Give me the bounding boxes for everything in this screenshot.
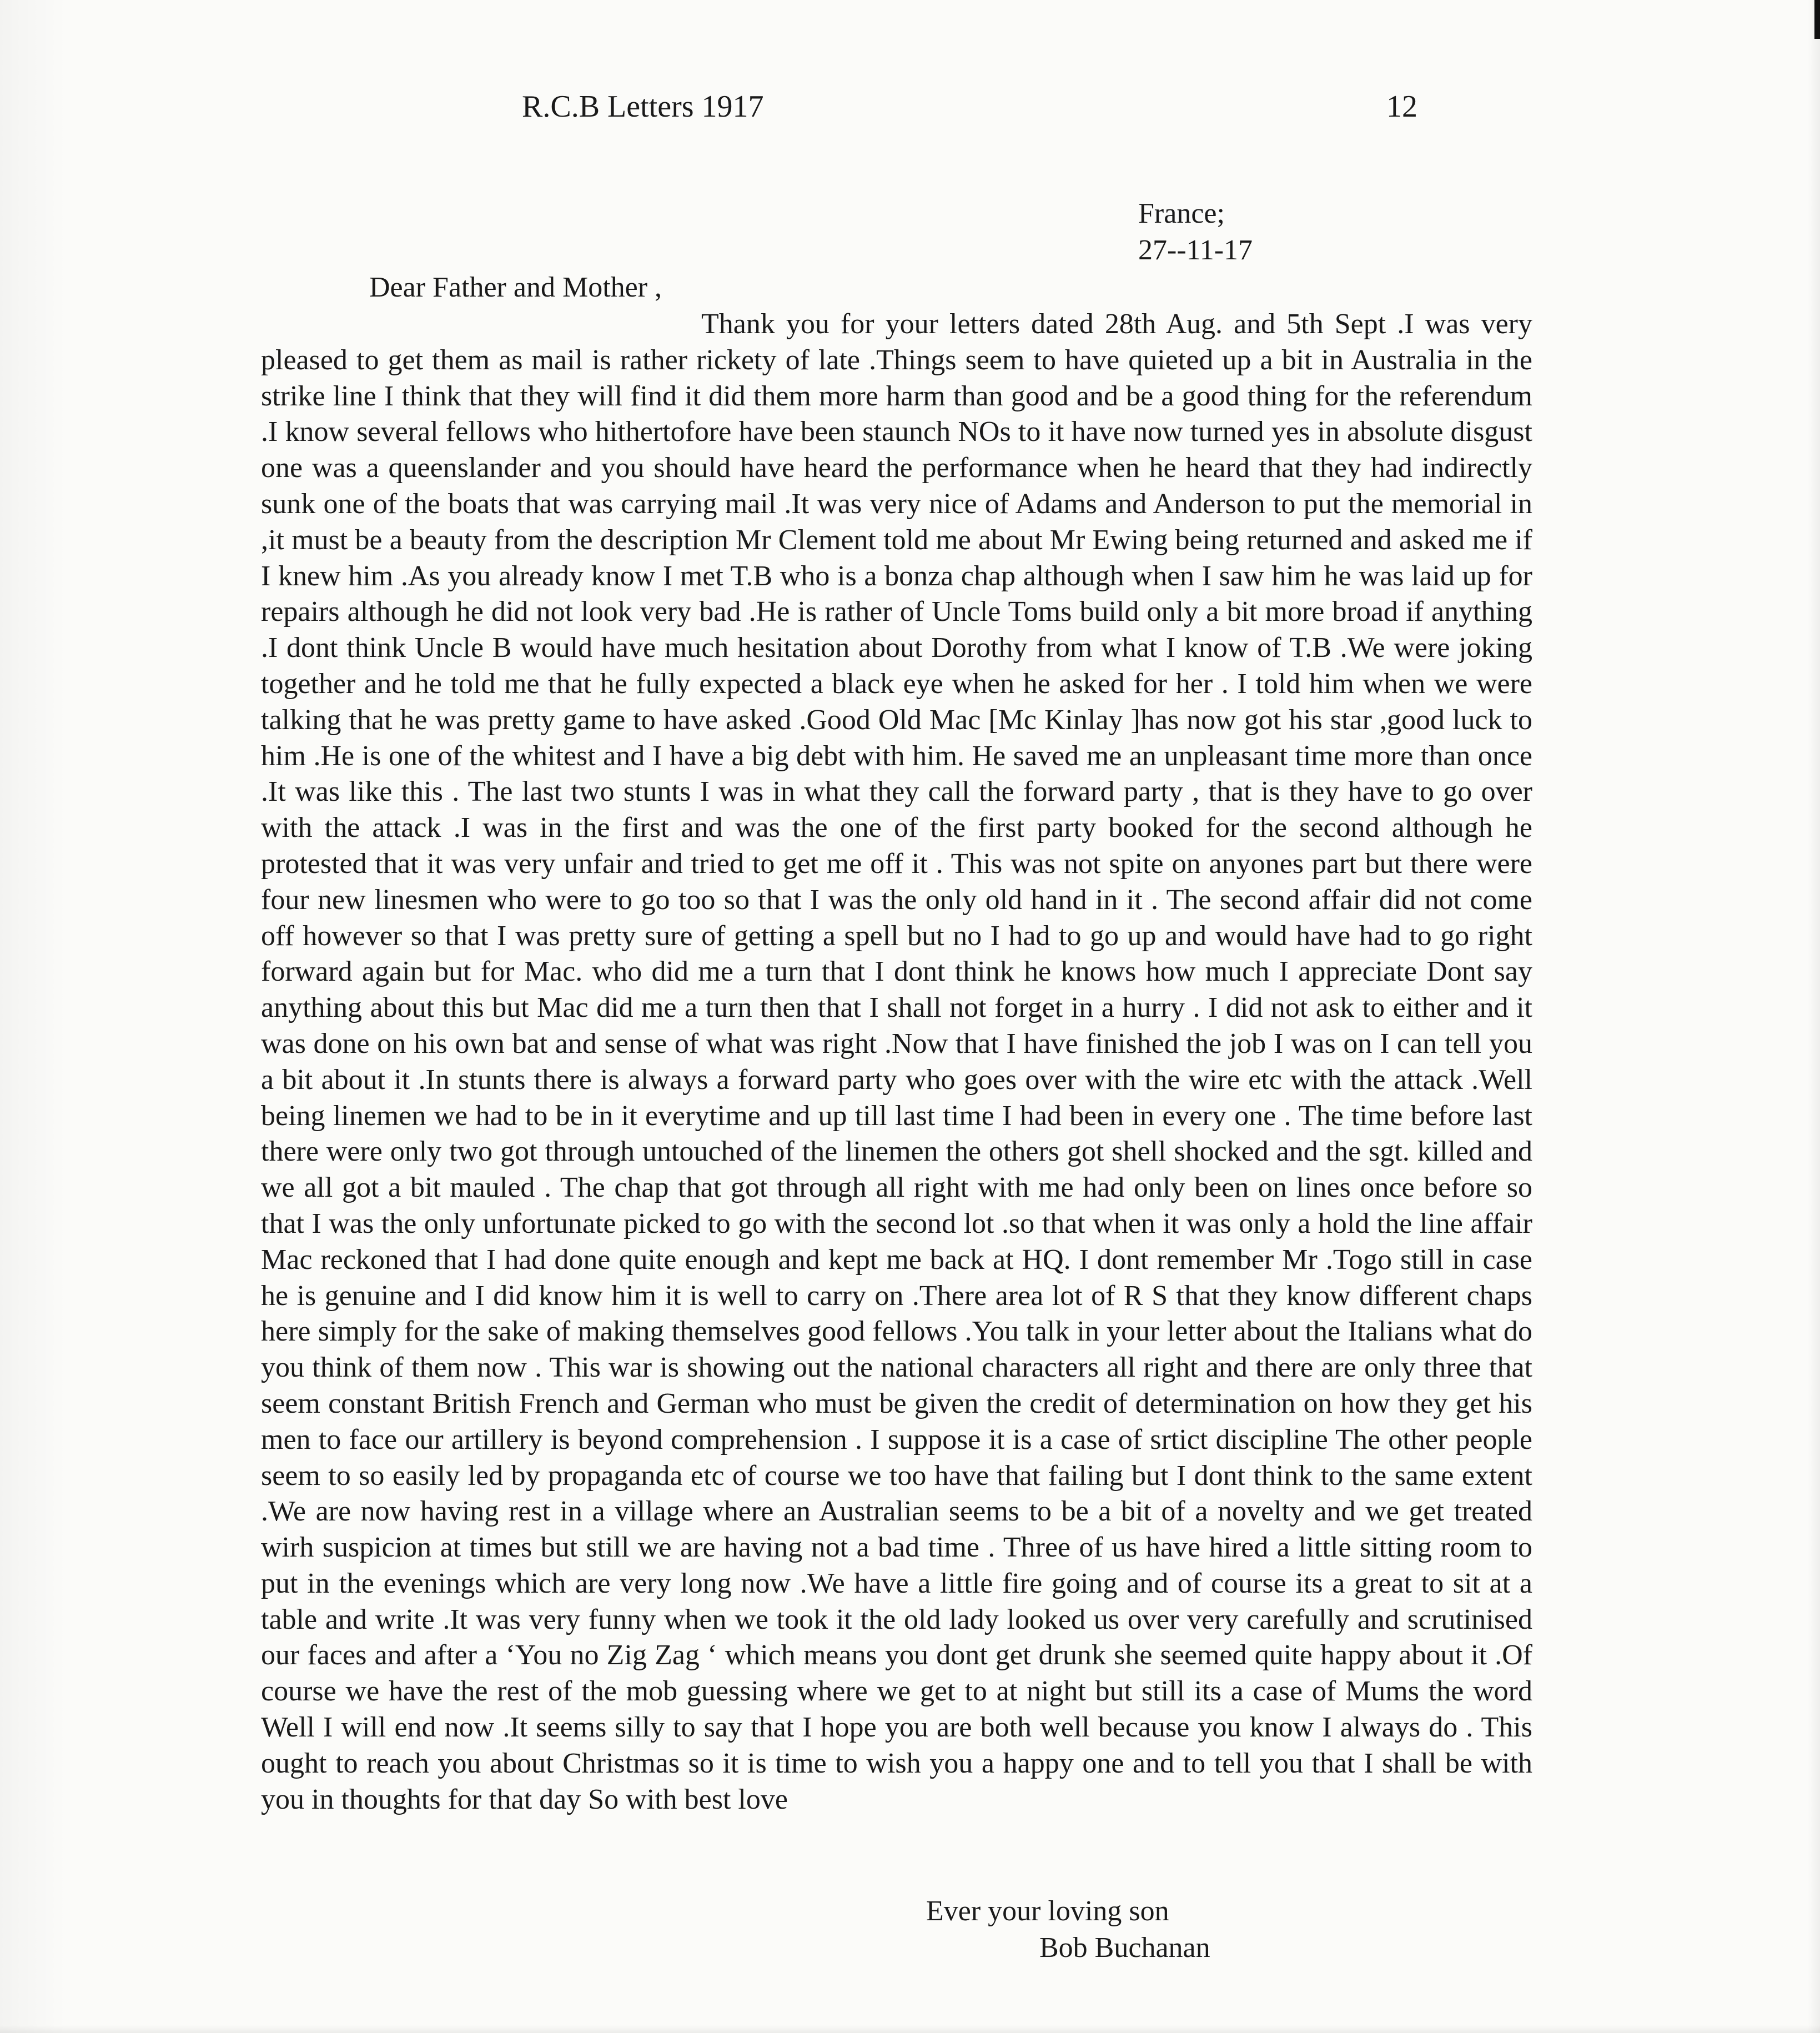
document-title: R.C.B Letters 1917 — [522, 89, 764, 124]
letter-place: France; — [1138, 198, 1225, 229]
letter-salutation: Dear Father and Mother , — [369, 272, 662, 303]
scan-shadow-left — [0, 0, 67, 2033]
scan-shadow-right — [1808, 0, 1820, 2033]
letter-body: Thank you for your letters dated 28th Aug. and 5th Sept .I was very pleased to get them as mail is rather rickety of late .Things seem to have quieted up a bit in Australia in the strike line I think that they will find it did them more harm than good and be a good thing for the referendum .I know several fellows who hithertofore have been staunch NOs to it have now turned yes in absolute disgust one was a queenslander and you should have heard the performance when he heard that they had indirectly sunk one of the boats that was carrying mail .It was very nice of Adams and Anderson to put the memorial in ,it must be a beauty from the description Mr Clement told me about Mr Ewing being returned and asked me if I knew him .As you already know I met T.B who is a bonza chap although when I saw him he was laid up for repairs although he did not look very bad .He is rather of Uncle Toms build only a bit more broad if anything .I dont think Uncle B would have much hesitation about Dorothy from what I know of T.B .We were joking together and he told me that he fully expected a black eye when he asked for her . I told him when we were talking that he was pretty game to have asked .Good Old Mac [Mc Kinlay ]has now got his star ,good luck to him .He is one of the whitest and I have a big debt with him. He saved me an unpleasant time more than once .It was like this . The last two stunts I was in what they call the forward party , that is they have to go over with the attack .I was in the first and was the one of the first party booked for the second although he protested that it was very unfair and tried to get me off it . This was not spite on anyones part but there were four new linesmen who were to go too so that I was the only old hand in it . The second affair did not come off however so that I was pretty sure of getting a spell but no I had to go up and would have had to go right forward again but for Mac. who did me a turn that I dont think he knows how much I appreciate Dont say anything about this but Mac did me a turn then that I shall not forget in a hurry . I did not ask to either and it was done on his own bat and sense of what was right .Now that I have finished the job I was on I can tell you a bit about it .In stunts there is always a forward party who goes over with the wire etc with the attack .Well being linemen we had to be in it everytime and up till last time I had been in every one . The time before last there were only two got through untouched of the linemen the others got shell shocked and the sgt. killed and we all got a bit mauled . The chap that got through all right with me had only been on lines once before so that I was the only unfortunate picked to go with the second lot .so that when it was only a hold the line affair Mac reckoned that I had done quite enough and kept me back at HQ. I dont remember Mr .Togo still in case he is genuine and I did know him it is well to carry on .There area lot of R S that they know different chaps here simply for the sake of making themselves good fellows .You talk in your letter about the Italians what do you think of them now . This war is showing out the national characters all right and there are only three that seem constant British French and German who must be given the credit of determination on how they get his men to face our artillery is beyond comprehension . I suppose it is a case of srtict discipline The other people seem to so easily led by propaganda etc of course we too have that failing but I dont think to the same extent .We are now having rest in a village where an Australian seems to be a bit of a novelty and we get treated wirh suspicion at times but still we are having not a bad time . Three of us have hired a little sitting room to put in the evenings which are very long now .We have a little fire going and of course its a great to sit at a table and write .It was very funny when we took it the old lady looked us over very carefully and scrutinised our faces and after a ‘You no Zig Zag ‘ which means you dont get drunk she seemed quite happy about it .Of course we have the rest of the mob guessing where we get to at night but still its a case of Mums the word Well I will end now .It seems silly to say that I hope you are both well because you know I always do . This ought to reach you about Christmas so it is time to wish you a happy one and to tell you that I shall be with you in thoughts for that day So with best love — [261, 308, 1532, 1815]
letter-date: 27--11-17 — [1138, 234, 1253, 266]
scan-shadow-bottom — [0, 2025, 1820, 2033]
page-number: 12 — [1386, 89, 1417, 124]
letter-closing: Ever your loving son — [926, 1895, 1169, 1927]
scan-edge-mark — [1814, 0, 1820, 39]
letter-signature: Bob Buchanan — [1039, 1932, 1210, 1964]
